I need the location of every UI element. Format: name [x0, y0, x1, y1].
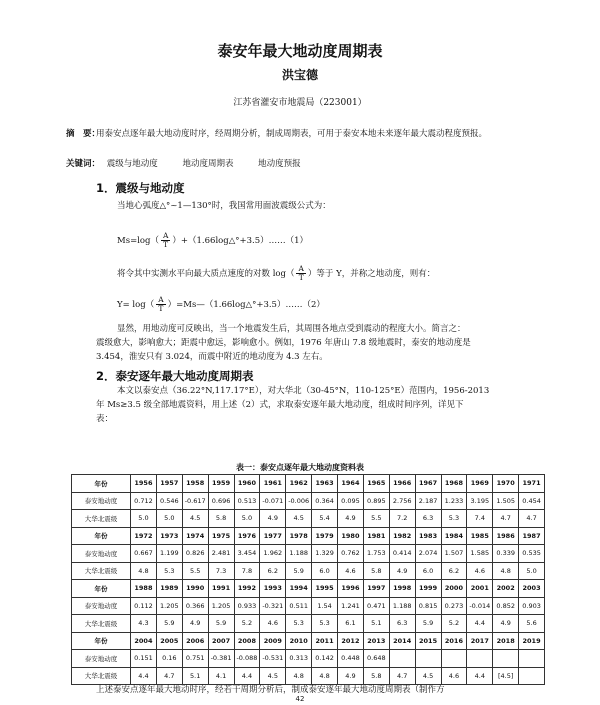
table-cell: 4.8 — [131, 562, 157, 580]
table-cell: 4.6 — [338, 562, 364, 580]
footer-paragraph: 上述泰安点逐年最大地动时序，经若干周期分析后，制成泰安逐年最大地动度周期表（制作方 — [96, 685, 445, 695]
table-cell: 4.7 — [519, 510, 545, 528]
table-cell: 4.6 — [441, 667, 467, 685]
table-cell: 4.4 — [467, 667, 493, 685]
table-cell: 1.205 — [156, 597, 182, 615]
table-cell: 1965 — [363, 475, 389, 493]
table-cell: -0.006 — [286, 492, 312, 510]
table-cell: 1.753 — [363, 545, 389, 563]
table-cell: 1977 — [260, 527, 286, 545]
table-cell: 0.667 — [131, 545, 157, 563]
table-cell: 6.0 — [415, 562, 441, 580]
table-row-label: 大华北震级 — [72, 667, 131, 685]
table-cell: 1976 — [234, 527, 260, 545]
table-cell: 1963 — [312, 475, 338, 493]
author: 洪宝德 — [281, 68, 318, 82]
table-cell: 4.9 — [182, 615, 208, 633]
keywords — [66, 157, 323, 169]
fraction — [156, 296, 165, 313]
section-2-heading: 2．泰安逐年最大地动度周期表 — [96, 369, 254, 383]
table-cell: 1.54 — [312, 597, 338, 615]
table-cell: 5.0 — [234, 510, 260, 528]
table-cell: 4.7 — [493, 510, 519, 528]
table-cell: 1990 — [182, 580, 208, 598]
keyword: 地动度预报 — [258, 159, 301, 169]
table-cell: 5.3 — [286, 615, 312, 633]
fraction-denominator: T — [163, 240, 169, 249]
paper-title: 泰安年最大地动度周期表 — [217, 42, 383, 60]
table-cell: 2010 — [286, 632, 312, 650]
table-cell: 0.535 — [519, 545, 545, 563]
table-cell: 1.329 — [312, 545, 338, 563]
table-cell: 1.233 — [441, 492, 467, 510]
affiliation: 江苏省灌安市地震局（223001） — [233, 98, 367, 108]
section-1-paragraph-3-line-3: 3.454，淮安只有 3.024，而震中附近的地动度为 4.3 左右。 — [96, 352, 328, 362]
table-cell: 0.751 — [182, 650, 208, 668]
table-cell: 2014 — [389, 632, 415, 650]
paragraph-2-part-a: 将令其中实测水平向最大质点速度的对数 log（ — [117, 269, 295, 279]
table-cell: 0.648 — [363, 650, 389, 668]
table-cell: 0.815 — [415, 597, 441, 615]
table-cell: 4.4 — [234, 667, 260, 685]
table-cell: 0.696 — [208, 492, 234, 510]
table-cell: 5.8 — [208, 510, 234, 528]
formula-2-right: ）=Ms—（1.66log△°+3.5）……（2） — [167, 300, 325, 310]
table-cell: 7.4 — [467, 510, 493, 528]
table-cell: 1984 — [441, 527, 467, 545]
table-cell: 4.4 — [131, 667, 157, 685]
table-row-years — [72, 580, 545, 598]
table-cell: 2001 — [467, 580, 493, 598]
table-cell: 1.188 — [286, 545, 312, 563]
table-row-taian — [72, 545, 545, 563]
table-row-label: 年份 — [72, 580, 131, 598]
table-cell: 2006 — [182, 632, 208, 650]
table-cell: 2019 — [519, 632, 545, 650]
keywords-label: 关键词： — [66, 159, 101, 169]
table-cell: 1956 — [131, 475, 157, 493]
table-row-label: 泰安地动度 — [72, 545, 131, 563]
table-cell: 5.5 — [182, 562, 208, 580]
table-cell: 0.16 — [156, 650, 182, 668]
table-row-north-china — [72, 510, 545, 528]
table-cell: 2009 — [260, 632, 286, 650]
table-cell: 1999 — [415, 580, 441, 598]
table-cell: 2007 — [208, 632, 234, 650]
table-cell: 1985 — [467, 527, 493, 545]
table-cell: 1971 — [519, 475, 545, 493]
table-cell: 1982 — [389, 527, 415, 545]
table-cell: 1960 — [234, 475, 260, 493]
table-cell: 1959 — [208, 475, 234, 493]
table-row-label: 年份 — [72, 475, 131, 493]
table-row-label: 泰安地动度 — [72, 597, 131, 615]
table-cell: 1983 — [415, 527, 441, 545]
table-cell — [493, 650, 519, 668]
table-cell: 4.7 — [156, 667, 182, 685]
table-cell: 4.9 — [389, 562, 415, 580]
table-cell: 0.142 — [312, 650, 338, 668]
table-cell: 1991 — [208, 580, 234, 598]
table-cell: 2005 — [156, 632, 182, 650]
table-cell: 5.1 — [182, 667, 208, 685]
table-cell: 1962 — [286, 475, 312, 493]
table-cell: 6.2 — [441, 562, 467, 580]
table-row-north-china — [72, 615, 545, 633]
section-2-paragraph-line-2: 年 Ms≥3.5 级全部地震资料，用上述（2）式，求取泰安逐年最大地动度，组成时间序列，详见下 — [96, 400, 464, 410]
table-cell: 5.0 — [131, 510, 157, 528]
abstract — [66, 128, 546, 140]
section-1-paragraph-3-line-2: 震级愈大，影响愈大；距震中愈远，影响愈小。例如，1976 年唐山 7.8 级地震时，泰安的地动度是 — [96, 338, 471, 348]
section-2-paragraph-line-1: 本文以泰安点（36.22°N,117.17°E），对大华北（30-45°N，110-125°E）范围内，1956-2013 — [117, 386, 490, 396]
abstract-label: 摘 要： — [66, 129, 101, 139]
table-cell: 2018 — [493, 632, 519, 650]
table-cell: -0.531 — [260, 650, 286, 668]
table-cell: 4.5 — [260, 667, 286, 685]
table-cell: 0.895 — [363, 492, 389, 510]
table-cell: 1993 — [260, 580, 286, 598]
table-row-years — [72, 475, 545, 493]
table-cell: 0.273 — [441, 597, 467, 615]
table-cell: 6.0 — [312, 562, 338, 580]
table-cell: 0.511 — [286, 597, 312, 615]
table-cell: 2.756 — [389, 492, 415, 510]
table-cell: 0.546 — [156, 492, 182, 510]
table-cell: 1978 — [286, 527, 312, 545]
table-cell: -0.617 — [182, 492, 208, 510]
table-cell: 1995 — [312, 580, 338, 598]
table-cell: 2012 — [338, 632, 364, 650]
table-cell: 0.112 — [131, 597, 157, 615]
table-cell: 1980 — [338, 527, 364, 545]
section-1-heading: 1．震级与地动度 — [96, 181, 185, 195]
table-cell: 5.3 — [312, 615, 338, 633]
table-cell: 1988 — [131, 580, 157, 598]
table-cell: 5.2 — [234, 615, 260, 633]
table-cell: 1.205 — [208, 597, 234, 615]
table-cell: 1.241 — [338, 597, 364, 615]
table-cell: 1.962 — [260, 545, 286, 563]
fraction-numerator: A — [158, 295, 164, 304]
table-cell: 0.454 — [519, 492, 545, 510]
table-cell: 0.513 — [234, 492, 260, 510]
table-cell: 1979 — [312, 527, 338, 545]
table-cell: 4.9 — [260, 510, 286, 528]
table-cell: 4.5 — [286, 510, 312, 528]
formula-2 — [117, 296, 325, 313]
table-cell: 4.5 — [415, 667, 441, 685]
table-cell: 1998 — [389, 580, 415, 598]
table-cell — [415, 650, 441, 668]
table-caption: 表一：泰安点逐年最大地动度资料表 — [236, 463, 364, 472]
fraction — [296, 265, 305, 282]
table-row-label: 年份 — [72, 632, 131, 650]
formula-1-left: Ms=log（ — [117, 236, 159, 246]
table-cell: 4.6 — [260, 615, 286, 633]
data-table — [71, 474, 545, 685]
table-cell: 1.585 — [467, 545, 493, 563]
fraction-numerator: A — [298, 264, 304, 273]
table-cell: 2004 — [131, 632, 157, 650]
table-row-years — [72, 632, 545, 650]
table-cell: 1.505 — [493, 492, 519, 510]
table-row-label: 泰安地动度 — [72, 650, 131, 668]
section-2-paragraph-line-3: 表： — [96, 414, 114, 424]
table-cell: 7.3 — [208, 562, 234, 580]
table-cell: 5.4 — [312, 510, 338, 528]
table-cell: 2.187 — [415, 492, 441, 510]
table-cell: 5.1 — [363, 615, 389, 633]
table-cell — [389, 650, 415, 668]
table-cell: 1966 — [389, 475, 415, 493]
table-cell: 0.151 — [131, 650, 157, 668]
table-cell: 1964 — [338, 475, 364, 493]
table-cell: 0.448 — [338, 650, 364, 668]
table-cell: 0.712 — [131, 492, 157, 510]
table-cell: 1969 — [467, 475, 493, 493]
table-row-taian — [72, 597, 545, 615]
table-cell: 1967 — [415, 475, 441, 493]
table-row-label: 大华北震级 — [72, 510, 131, 528]
table-cell: 1972 — [131, 527, 157, 545]
table-row-label: 泰安地动度 — [72, 492, 131, 510]
table-cell: 5.9 — [208, 615, 234, 633]
table-cell: 2002 — [493, 580, 519, 598]
table-cell: 5.3 — [156, 562, 182, 580]
table-cell: 4.6 — [467, 562, 493, 580]
table-cell: 1968 — [441, 475, 467, 493]
paragraph-2-part-b: ）等于 Y，并称之地动度，则有： — [307, 269, 436, 279]
fraction-numerator: A — [162, 231, 169, 240]
table-cell: 3.195 — [467, 492, 493, 510]
table-cell: 2000 — [441, 580, 467, 598]
table-cell: 5.8 — [363, 667, 389, 685]
table-row-taian — [72, 492, 545, 510]
table-cell: 1997 — [363, 580, 389, 598]
table-cell: 6.3 — [389, 615, 415, 633]
table-cell: 4.9 — [338, 667, 364, 685]
table-cell: 0.762 — [338, 545, 364, 563]
table-cell: 0.339 — [493, 545, 519, 563]
table-cell: 2016 — [441, 632, 467, 650]
table-cell: 0.095 — [338, 492, 364, 510]
table-cell: 0.903 — [519, 597, 545, 615]
table-cell: 0.826 — [182, 545, 208, 563]
table-cell: 1974 — [182, 527, 208, 545]
fraction — [161, 232, 170, 249]
table-cell: 1958 — [182, 475, 208, 493]
table-cell: -0.071 — [260, 492, 286, 510]
table-cell: 1992 — [234, 580, 260, 598]
table-cell: 4.7 — [389, 667, 415, 685]
table-row-label: 大华北震级 — [72, 615, 131, 633]
table-cell: 6.2 — [260, 562, 286, 580]
page-number: 42 — [295, 695, 305, 703]
table-cell: 5.0 — [519, 562, 545, 580]
table-cell: -0.014 — [467, 597, 493, 615]
table-cell: 5.5 — [363, 510, 389, 528]
table-cell: 1981 — [363, 527, 389, 545]
table-cell: 2008 — [234, 632, 260, 650]
table-cell: 0.366 — [182, 597, 208, 615]
table-cell: 4.8 — [286, 667, 312, 685]
table-cell: 0.414 — [389, 545, 415, 563]
table-cell: 5.9 — [156, 615, 182, 633]
section-1-paragraph-3-line-1: 显然，用地动度可反映出，当一个地震发生后，其周围各地点受到震动的程度大小。简言之： — [117, 324, 466, 334]
table-cell: 2.074 — [415, 545, 441, 563]
table-cell: 4.8 — [312, 667, 338, 685]
table-cell: 1987 — [519, 527, 545, 545]
table-cell: 5.3 — [441, 510, 467, 528]
table-cell: 1.188 — [389, 597, 415, 615]
keyword: 震级与地动度 — [106, 159, 158, 169]
table-cell: 7.8 — [234, 562, 260, 580]
table-cell: 4.9 — [493, 615, 519, 633]
table-cell: 1973 — [156, 527, 182, 545]
table-row-years — [72, 527, 545, 545]
table-cell: 1957 — [156, 475, 182, 493]
table-cell: 0.933 — [234, 597, 260, 615]
table-cell: 0.471 — [363, 597, 389, 615]
section-1-paragraph-2 — [117, 265, 435, 282]
table-cell: -0.381 — [208, 650, 234, 668]
table-cell: -0.321 — [260, 597, 286, 615]
table-cell: 5.2 — [441, 615, 467, 633]
table-cell: -0.088 — [234, 650, 260, 668]
table-cell: 5.6 — [519, 615, 545, 633]
table-row-north-china — [72, 667, 545, 685]
table-cell: 4.4 — [467, 615, 493, 633]
table-cell: [4.5] — [493, 667, 519, 685]
abstract-text: 用泰安点逐年最大地动度时序，经周期分析，制成周期表，可用于泰安本地未来逐年最大震动程度预报。 — [96, 129, 488, 139]
table-cell — [519, 667, 545, 685]
table-cell: 2017 — [467, 632, 493, 650]
table-cell — [467, 650, 493, 668]
table-cell: 4.9 — [338, 510, 364, 528]
table-row-north-china — [72, 562, 545, 580]
table-cell: 2003 — [519, 580, 545, 598]
table-cell: 2.481 — [208, 545, 234, 563]
table-cell: 6.1 — [338, 615, 364, 633]
table-cell: 5.9 — [286, 562, 312, 580]
table-row-label: 大华北震级 — [72, 562, 131, 580]
table-cell: 6.3 — [415, 510, 441, 528]
table-cell: 1.199 — [156, 545, 182, 563]
table-cell: 1986 — [493, 527, 519, 545]
table-cell: 2013 — [363, 632, 389, 650]
table-cell: 1.507 — [441, 545, 467, 563]
table-cell: 1994 — [286, 580, 312, 598]
keyword: 地动度周期表 — [182, 159, 234, 169]
table-cell — [441, 650, 467, 668]
table-cell: 5.9 — [415, 615, 441, 633]
table-cell: 4.3 — [131, 615, 157, 633]
table-cell: 1975 — [208, 527, 234, 545]
table-cell: 4.1 — [208, 667, 234, 685]
section-1-intro: 当地心弧度△°~1—130°时，我国常用面波震级公式为： — [117, 201, 331, 211]
table-cell — [519, 650, 545, 668]
table-row-label: 年份 — [72, 527, 131, 545]
table-cell: 3.454 — [234, 545, 260, 563]
table-cell: 0.364 — [312, 492, 338, 510]
formula-2-left: Y= log（ — [117, 300, 155, 310]
table-cell: 4.8 — [493, 562, 519, 580]
formula-1 — [117, 232, 308, 249]
table-cell: 7.2 — [389, 510, 415, 528]
table-cell: 0.852 — [493, 597, 519, 615]
table-cell: 2015 — [415, 632, 441, 650]
fraction-denominator: T — [298, 273, 304, 282]
table-cell: 0.313 — [286, 650, 312, 668]
table-cell: 2011 — [312, 632, 338, 650]
table-cell: 1989 — [156, 580, 182, 598]
table-cell: 1961 — [260, 475, 286, 493]
table-cell: 4.5 — [182, 510, 208, 528]
formula-1-right: ）+（1.66log△°+3.5）……（1） — [172, 236, 309, 246]
table-cell: 1996 — [338, 580, 364, 598]
table-cell: 1970 — [493, 475, 519, 493]
table-row-taian — [72, 650, 545, 668]
table-cell: 5.8 — [363, 562, 389, 580]
table-cell: 5.0 — [156, 510, 182, 528]
fraction-denominator: T — [158, 304, 164, 313]
